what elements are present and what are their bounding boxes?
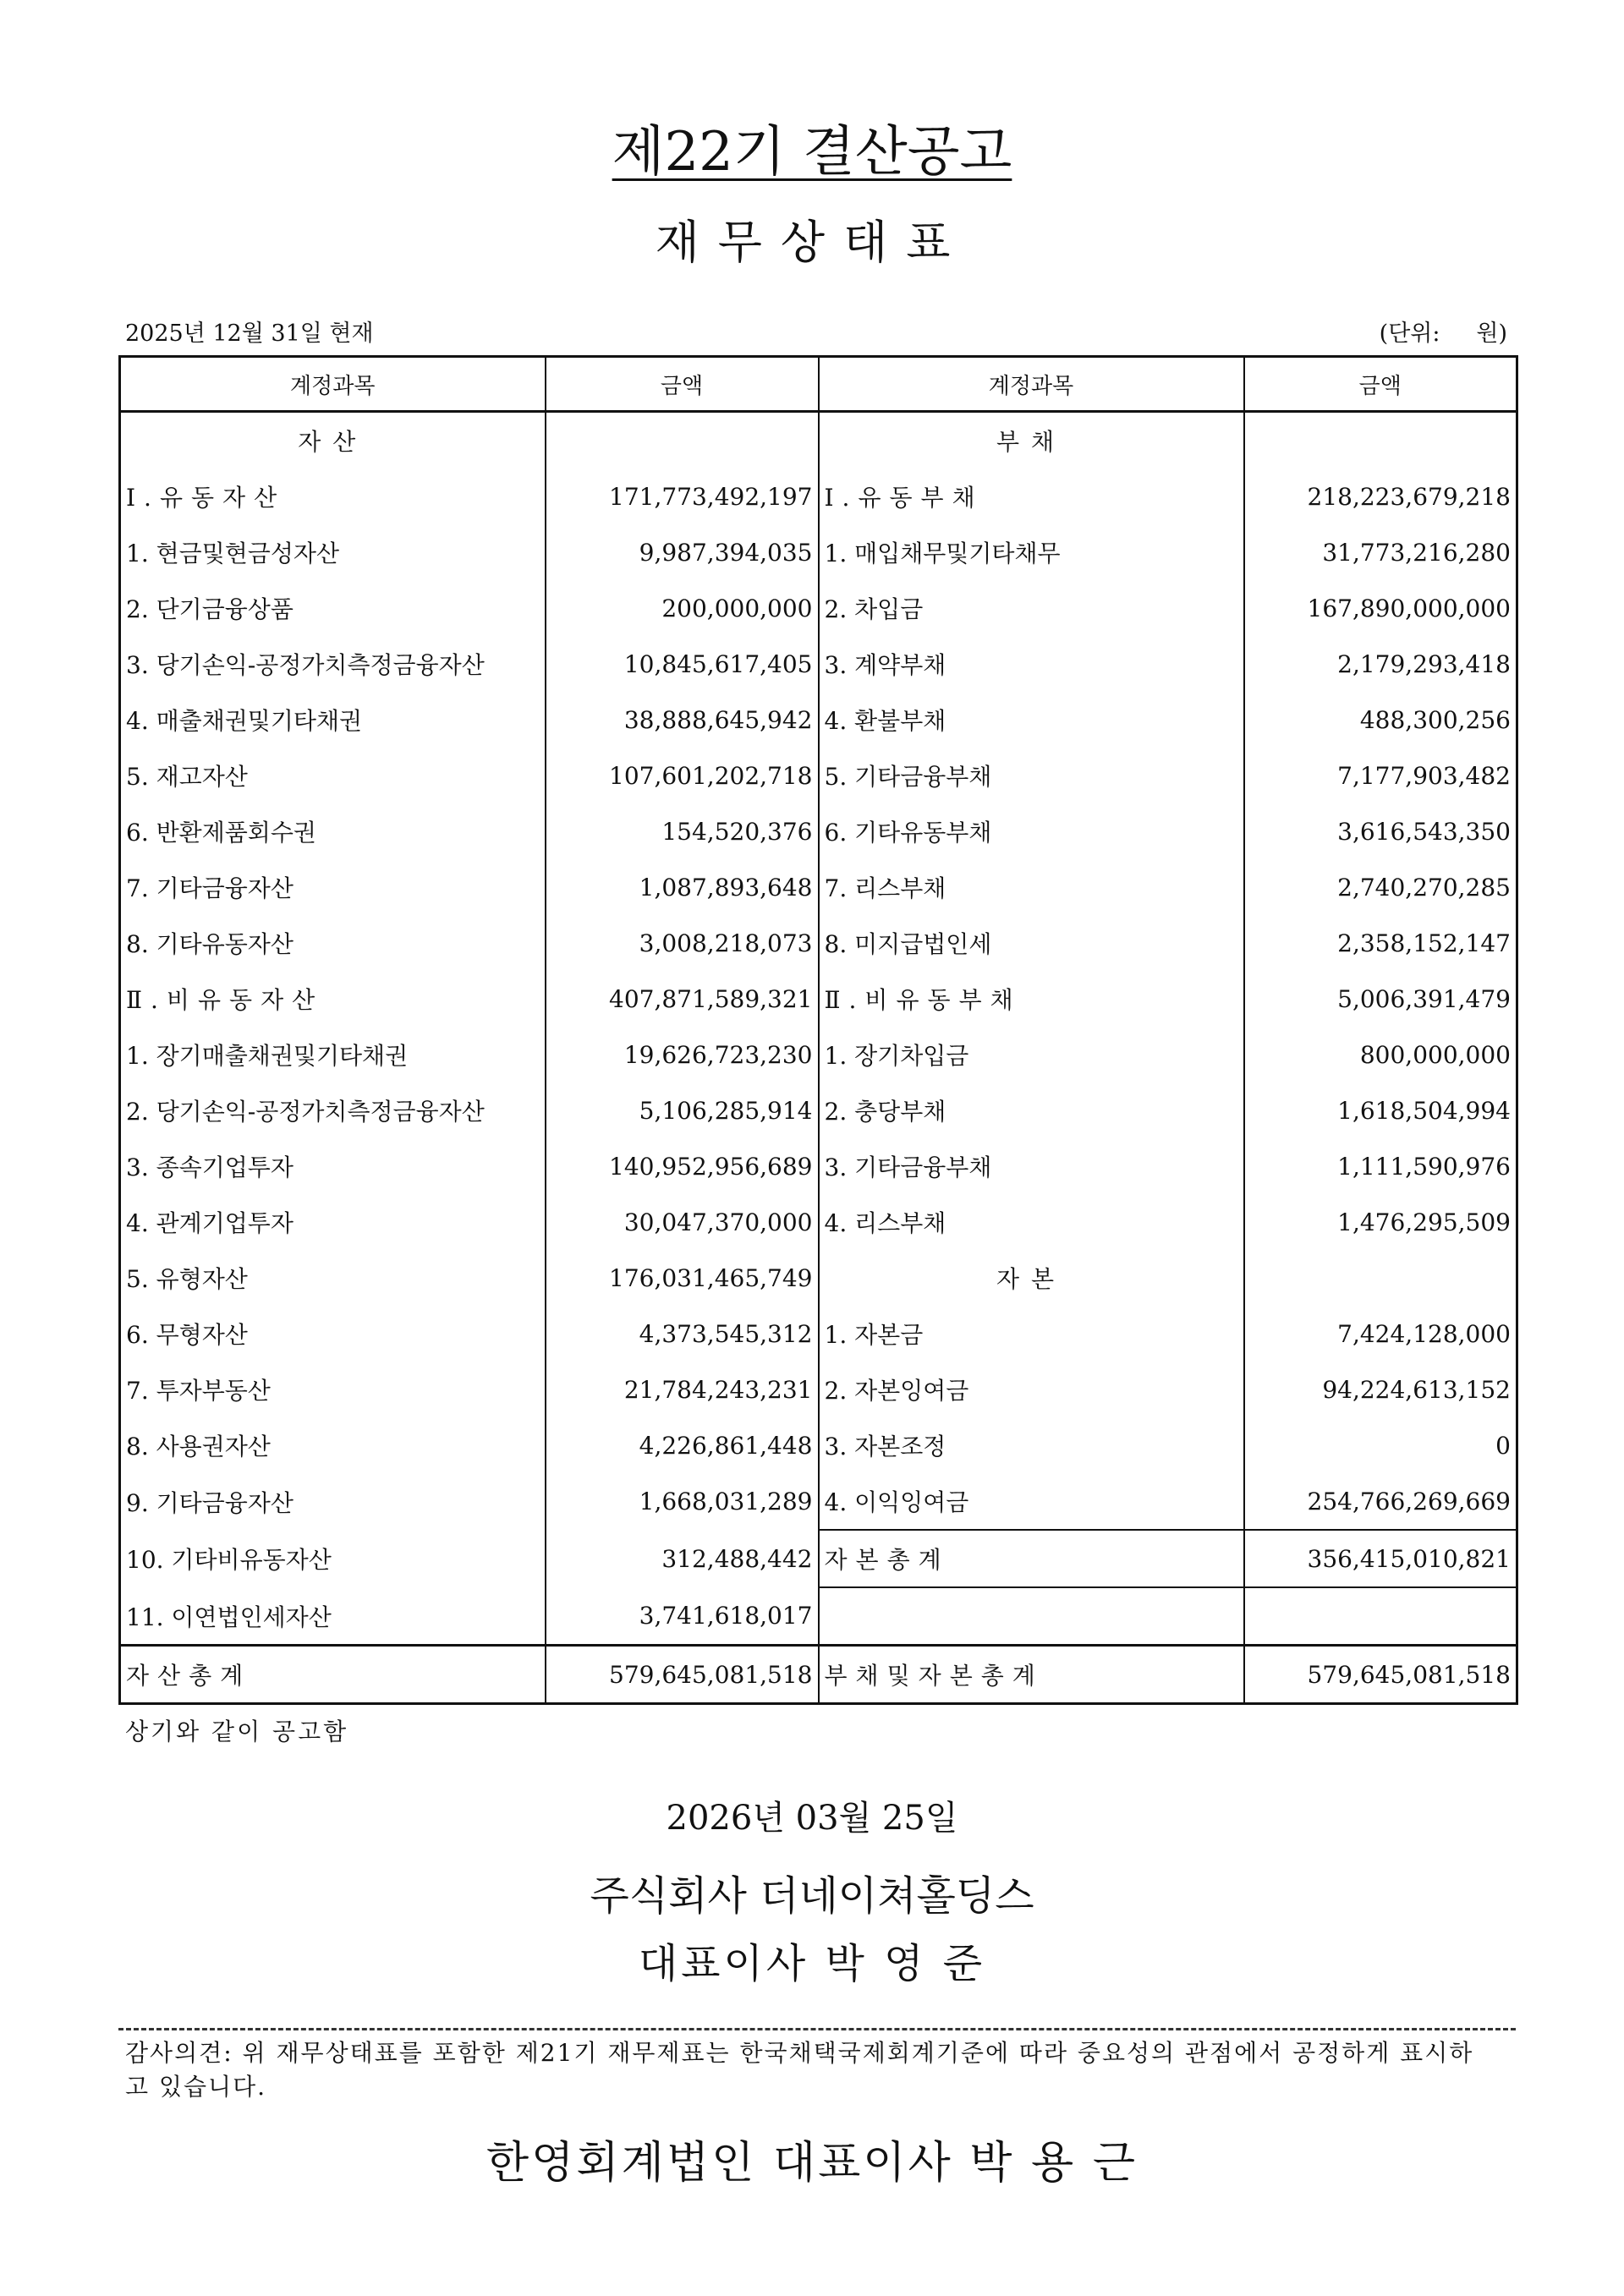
- document-title-text: 제22기 결산공고: [612, 121, 1012, 184]
- auditor-name: 한영회계법인 대표이사 박 용 근: [486, 2138, 1138, 2189]
- account-right: 8. 미지급법인세: [819, 915, 1244, 971]
- account-right: 1. 장기차입금: [819, 1027, 1244, 1082]
- amount-right: 2,740,270,285: [1244, 859, 1517, 915]
- account-right: 2. 자본잉여금: [819, 1362, 1244, 1417]
- account-left: 5. 유형자산: [120, 1250, 546, 1306]
- account-left: 4. 매출채권및기타채권: [120, 692, 546, 748]
- account-right: 자본총계: [819, 1530, 1244, 1587]
- amount-left: 21,784,243,231: [546, 1362, 819, 1417]
- account-right: 4. 이익잉여금: [819, 1473, 1244, 1530]
- amount-left: 579,645,081,518: [546, 1646, 819, 1704]
- amount-right: 0: [1244, 1417, 1517, 1473]
- amount-left: 30,047,370,000: [546, 1194, 819, 1250]
- amount-right: [1244, 412, 1517, 469]
- separator-line: [118, 2028, 1516, 2030]
- amount-left: 171,773,492,197: [546, 469, 819, 524]
- account-right: 4. 환불부채: [819, 692, 1244, 748]
- table-row: [120, 692, 1517, 748]
- amount-right: [1244, 1250, 1517, 1306]
- amount-right: 488,300,256: [1244, 692, 1517, 748]
- amount-right: 356,415,010,821: [1244, 1530, 1517, 1587]
- account-right: 부채: [819, 412, 1244, 469]
- table-row: [120, 580, 1517, 636]
- amount-right: 5,006,391,479: [1244, 971, 1517, 1027]
- amount-left: 3,008,218,073: [546, 915, 819, 971]
- table-row: [120, 469, 1517, 524]
- header-account-right: 계정과목: [819, 357, 1244, 412]
- account-left: 6. 무형자산: [120, 1306, 546, 1362]
- table-row: [120, 524, 1517, 580]
- company-name: 주식회사 더네이쳐홀딩스: [590, 1872, 1034, 1920]
- account-right: 1. 자본금: [819, 1306, 1244, 1362]
- account-right: 3. 자본조정: [819, 1417, 1244, 1473]
- amount-left: [546, 412, 819, 469]
- account-right: 3. 기타금융부채: [819, 1138, 1244, 1194]
- amount-left: 3,741,618,017: [546, 1587, 819, 1646]
- table-row: [120, 1138, 1517, 1194]
- amount-right: 94,224,613,152: [1244, 1362, 1517, 1417]
- balance-sheet-table: [118, 355, 1518, 1705]
- account-left: 7. 투자부동산: [120, 1362, 546, 1417]
- table-header-row: [120, 357, 1517, 412]
- amount-left: 19,626,723,230: [546, 1027, 819, 1082]
- amount-left: 38,888,645,942: [546, 692, 819, 748]
- amount-right: 254,766,269,669: [1244, 1473, 1517, 1530]
- account-left: 8. 사용권자산: [120, 1417, 546, 1473]
- header-account-left: 계정과목: [120, 357, 546, 412]
- table-row: [120, 1082, 1517, 1138]
- amount-right: 7,424,128,000: [1244, 1306, 1517, 1362]
- amount-left: 407,871,589,321: [546, 971, 819, 1027]
- table-row: [120, 971, 1517, 1027]
- amount-left: 176,031,465,749: [546, 1250, 819, 1306]
- amount-right: [1244, 1587, 1517, 1646]
- table-row: [120, 803, 1517, 859]
- account-left: 2. 당기손익-공정가치측정금융자산: [120, 1082, 546, 1138]
- table-row: [120, 1027, 1517, 1082]
- account-left: 10. 기타비유동자산: [120, 1530, 546, 1587]
- account-right: 자본: [819, 1250, 1244, 1306]
- amount-left: 1,668,031,289: [546, 1473, 819, 1530]
- amount-left: 200,000,000: [546, 580, 819, 636]
- amount-left: 4,373,545,312: [546, 1306, 819, 1362]
- amount-left: 5,106,285,914: [546, 1082, 819, 1138]
- table-row: [120, 412, 1517, 469]
- amount-right: 1,476,295,509: [1244, 1194, 1517, 1250]
- amount-left: 107,601,202,718: [546, 748, 819, 803]
- account-left: 자산: [120, 412, 546, 469]
- account-left: 자산총계: [120, 1646, 546, 1704]
- account-left: 1. 현금및현금성자산: [120, 524, 546, 580]
- amount-left: 4,226,861,448: [546, 1417, 819, 1473]
- account-left: 4. 관계기업투자: [120, 1194, 546, 1250]
- account-left: Ⅰ.유동자산: [120, 469, 546, 524]
- table-row: [120, 1530, 1517, 1587]
- unit-label: (단위: 원): [1379, 321, 1507, 347]
- table-row: [120, 1646, 1517, 1704]
- header-amount-right: 금액: [1244, 357, 1517, 412]
- account-left: 7. 기타금융자산: [120, 859, 546, 915]
- account-left: 1. 장기매출채권및기타채권: [120, 1027, 546, 1082]
- account-right: 4. 리스부채: [819, 1194, 1244, 1250]
- account-right: 2. 충당부채: [819, 1082, 1244, 1138]
- account-left: Ⅱ.비유동자산: [120, 971, 546, 1027]
- amount-right: 31,773,216,280: [1244, 524, 1517, 580]
- amount-right: 2,358,152,147: [1244, 915, 1517, 971]
- amount-left: 1,087,893,648: [546, 859, 819, 915]
- as-of-date: 2025년 12월 31일 현재: [125, 321, 374, 347]
- amount-left: 312,488,442: [546, 1530, 819, 1587]
- amount-left: 10,845,617,405: [546, 636, 819, 692]
- account-left: 8. 기타유동자산: [120, 915, 546, 971]
- table-row: [120, 636, 1517, 692]
- amount-right: 7,177,903,482: [1244, 748, 1517, 803]
- amount-right: 579,645,081,518: [1244, 1646, 1517, 1704]
- account-right: 5. 기타금융부채: [819, 748, 1244, 803]
- amount-right: 2,179,293,418: [1244, 636, 1517, 692]
- account-left: 3. 종속기업투자: [120, 1138, 546, 1194]
- table-row: [120, 1587, 1517, 1646]
- amount-left: 9,987,394,035: [546, 524, 819, 580]
- account-left: 11. 이연법인세자산: [120, 1587, 546, 1646]
- amount-left: 154,520,376: [546, 803, 819, 859]
- table-row: [120, 1306, 1517, 1362]
- notice-text: 상기와 같이 공고함: [125, 1718, 349, 1745]
- header-amount-left: 금액: [546, 357, 819, 412]
- audit-opinion: 감사의견: 위 재무상태표를 포함한 제21기 재무제표는 한국채택국제회계기준에 따라 중요성의 관점에서 공정하게 표시하고 있습니다.: [125, 2039, 1474, 2101]
- table-row: [120, 859, 1517, 915]
- amount-right: 1,618,504,994: [1244, 1082, 1517, 1138]
- table-row: [120, 1194, 1517, 1250]
- account-right: 3. 계약부채: [819, 636, 1244, 692]
- account-left: 2. 단기금융상품: [120, 580, 546, 636]
- account-left: 9. 기타금융자산: [120, 1473, 546, 1530]
- ceo-name: 대표이사 박 영 준: [638, 1940, 986, 1987]
- account-right: Ⅱ.비유동부채: [819, 971, 1244, 1027]
- table-row: [120, 1417, 1517, 1473]
- account-right: Ⅰ.유동부채: [819, 469, 1244, 524]
- document-subtitle: 재무상태표: [655, 216, 969, 269]
- account-right: 2. 차입금: [819, 580, 1244, 636]
- publish-date: 2026년 03월 25일: [666, 1799, 958, 1838]
- amount-left: 140,952,956,689: [546, 1138, 819, 1194]
- table-row: [120, 1473, 1517, 1530]
- amount-right: 800,000,000: [1244, 1027, 1517, 1082]
- amount-right: 218,223,679,218: [1244, 469, 1517, 524]
- document-title: [0, 118, 1624, 186]
- account-left: 3. 당기손익-공정가치측정금융자산: [120, 636, 546, 692]
- table-row: [120, 1362, 1517, 1417]
- table-row: [120, 1250, 1517, 1306]
- amount-right: 3,616,543,350: [1244, 803, 1517, 859]
- table-row: [120, 915, 1517, 971]
- account-right: 1. 매입채무및기타채무: [819, 524, 1244, 580]
- account-right: 6. 기타유동부채: [819, 803, 1244, 859]
- amount-right: 1,111,590,976: [1244, 1138, 1517, 1194]
- account-right: 7. 리스부채: [819, 859, 1244, 915]
- account-left: 5. 재고자산: [120, 748, 546, 803]
- account-right: [819, 1587, 1244, 1646]
- amount-right: 167,890,000,000: [1244, 580, 1517, 636]
- account-right: 부채및자본총계: [819, 1646, 1244, 1704]
- account-left: 6. 반환제품회수권: [120, 803, 546, 859]
- balance-sheet-body: [120, 357, 1517, 1704]
- table-row: [120, 748, 1517, 803]
